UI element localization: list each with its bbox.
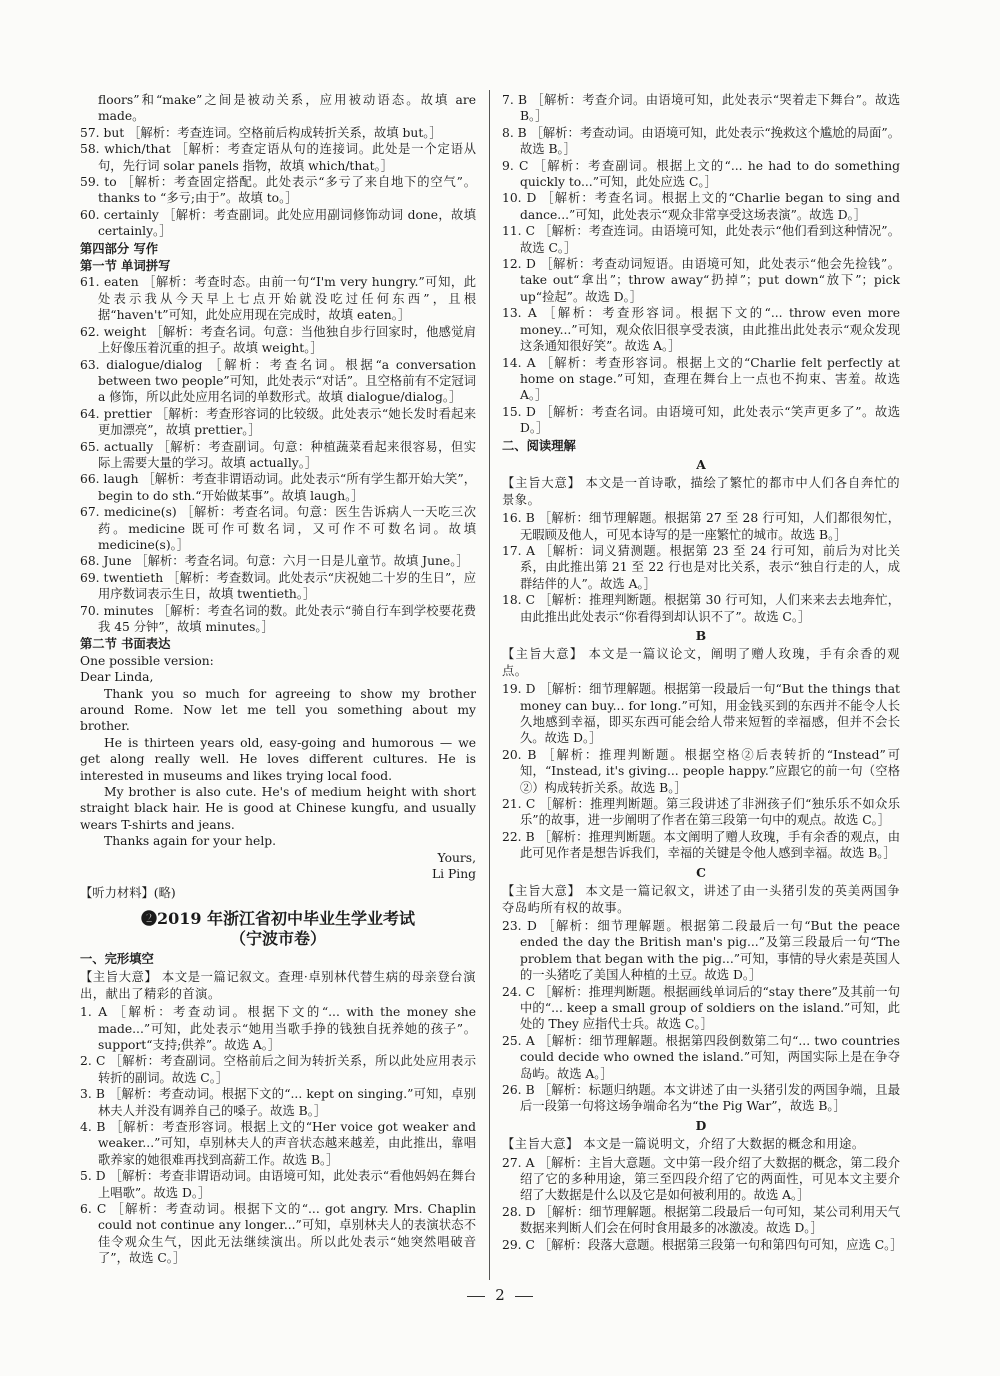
page-number	[0, 1286, 1000, 1304]
answer-60: 60. certainly ［解析：考查副词。此处应用副词修饰动词 done，故填 certainly。］	[80, 207, 476, 239]
section-heading-composition: 第二节 书面表达	[80, 636, 171, 652]
passage-label: D	[695, 1117, 707, 1133]
passage-label: A	[696, 456, 706, 472]
exam-title: ❷2019 年浙江省初中毕业生学业考试	[140, 908, 416, 928]
page-number-value: 2	[495, 1286, 505, 1304]
answer-67: 67. medicine(s) ［解析：考查名词。句意：医生告诉病人一天吃三次药。medicine 既可作可数名词，又可作不可数名词。故填 medicine(s)。］	[80, 505, 476, 552]
main-idea: 【主旨大意】 本文是一篇议论文，阐明了赠人玫瑰，手有余香的观点。	[502, 647, 900, 678]
answer-20: 20. B ［解析：推理判断题。根据空格②后表转折的“Instead”可知，“Instead, it's giving... people happy.”应跟它的前一句（空格②）构成转折关系。故选 B。］	[502, 747, 900, 795]
section-heading-cloze: 一、完形填空	[80, 950, 154, 966]
right-column	[502, 92, 903, 1253]
main-idea: 【主旨大意】 本文是一篇记叙文，讲述了由一头猪引发的英美两国争夺岛屿所有权的故事。	[502, 884, 900, 915]
answer-3: 3. B ［解析：考查动词。根据下文的“... kept on singing.”可知，卓别林夫人并没有调养自己的嗓子。故选 B。］	[80, 1087, 476, 1118]
answer-23: 23. D ［解析：细节理解题。根据第二段最后一句“But the peace ended the day the British man's pig...”及第三段最后一句“The problem that began with the pig...”可知，事情的导火索是英国人的一头猪吃了美国人种植的土豆。故选 D。］	[502, 918, 900, 983]
answer-17: 17. A ［解析：词义猜测题。根据第 23 至 24 行可知，前后为对比关系，由此推出第 21 至 22 行也是对比关系，表示“独自行走的人，成群结伴的人”。故选 A。］	[502, 543, 900, 591]
section-heading-spelling: 第一节 单词拼写	[80, 258, 171, 274]
model-essay	[80, 653, 476, 883]
answer-28: 28. D ［解析：细节理解题。根据第二段最后一句可知，某公司利用天气数据来判断人们会在何时食用最多的冰激凌。故选 D。］	[502, 1204, 900, 1236]
answer-62: 62. weight ［解析：考查名词。句意：当他独自步行回家时，他感觉肩上好像压着沉重的担子。故填 weight。］	[80, 324, 476, 356]
passage-label: C	[696, 864, 706, 880]
answer-70: 70. minutes ［解析：考查名词的数。此处表示“骑自行车到学校要花费我 45 分钟”，故填 minutes。］	[80, 603, 476, 634]
answer-6: 6. C ［解析：考查动词。根据下文的“... got angry. Mrs. Chaplin could not continue any longer...”可知，卓别林夫人的表演状态不佳令观众生气，因此无法继续演出。所以此处表示“她突然唱破音了”，故选 C。］	[80, 1202, 476, 1266]
answer-24: 24. C ［解析：推理判断题。根据画线单词后的“stay there”及其前一句中的“... keep a small group of soldiers on the island.”可知，此处的 They 应指代士兵。故选 C。］	[502, 984, 900, 1032]
page-number-dash	[515, 1296, 533, 1297]
answer-58: 58. which/that ［解析：考查定语从句的连接词。此处是一个定语从句，先行词 solar panels 指物，故填 which/that。］	[80, 142, 476, 173]
passage-label: B	[695, 628, 707, 643]
answer-14: 14. A ［解析：考查形容词。根据上文的“Charlie felt perfectly at home on stage.”可知，查理在舞台上一点也不拘束、害羞。故选 A。］	[502, 355, 900, 403]
answer-65: 65. actually ［解析：考查副词。句意：种植蔬菜看起来很容易，但实际上需要大量的学习。故填 actually。］	[80, 439, 476, 470]
essay-intro: One possible version:	[80, 653, 214, 668]
answer-26: 26. B ［解析：标题归纳题。本文讲述了由一头猪引发的两国争端，且最后一段第一句将这场争端命名为“the Pig War”，故选 B。］	[502, 1082, 900, 1114]
essay-paragraph: He is thirteen years old, easy-going and humorous — we get along really well. He loves different cultures. He is interested in museums and likes trying local food.	[80, 735, 476, 783]
answer-19: 19. D ［解析：细节理解题。根据第一段最后一句“But the things that money can buy... for long.”可知，用金钱买到的东西并不能令人长久地感到幸福，即买东西可能会给人带来短暂的幸福感，但并不会长久。故选 D。］	[502, 682, 900, 746]
answer-4: 4. B ［解析：考查形容词。根据上文的“Her voice got weaker and weaker...”可知，卓别林夫人的声音状态越来越差，由此推出，靠唱歌养家的她很难再找到高薪工作。故选 B。］	[80, 1119, 476, 1167]
section-heading-reading: 二、阅读理解	[502, 437, 576, 453]
main-idea: 【主旨大意】 本文是一篇记叙文。查理·卓别林代替生病的母亲登台演出，献出了精彩的首演。	[80, 970, 476, 1001]
answer-12: 12. D ［解析：考查动词短语。由语境可知，此处表示“他会先捡钱”。take out“拿出”；throw away“扔掉”；put down“放下”；pick up“捡起”。故选 D。］	[502, 257, 900, 304]
answer-16: 16. B ［解析：细节理解题。根据第 27 至 28 行可知，人们都很匆忙，无暇顾及他人，可见本诗写的是一座繁忙的城市。故选 B。］	[502, 511, 900, 542]
answer-18: 18. C ［解析：推理判断题。根据第 30 行可知，人们来来去去地奔忙，由此推出此处表示“你看得到却认识不了”。故选 C。］	[502, 593, 900, 624]
answer-8: 8. B ［解析：考查动词。由语境可知，此处表示“挽救这个尴尬的局面”。故选 B。］	[502, 125, 900, 157]
answer-10: 10. D ［解析：考查名词。根据上文的“Charlie began to sing and dance...”可知，此处表示“观众非常享受这场表演”。故选 D。］	[502, 191, 900, 222]
column-divider	[489, 90, 490, 1280]
answer-25: 25. A ［解析：细节理解题。根据第四段倒数第二句“... two countries could decide who owned the island.”可知，两国实际上是在争夺岛屿。故选 A。］	[502, 1033, 900, 1081]
answer-66: 66. laugh ［解析：考查非谓语动词。此处表示“所有学生都开始大笑”，begin to do sth.“开始做某事”。故填 laugh。］	[80, 472, 476, 503]
essay-paragraph: My brother is also cute. He's of medium height with short straight black hair. He is good at Chinese kungfu, and usually wears T-shirts and jeans.	[80, 785, 476, 832]
answer-69: 69. twentieth ［解析：考查数词。此处表示“庆祝她二十岁的生日”，应用序数词表示生日，故填 twentieth。］	[80, 570, 476, 602]
essay-closing: Yours,	[437, 850, 476, 865]
essay-paragraph: Thanks again for your help.	[104, 834, 277, 849]
page-number-dash	[467, 1296, 485, 1297]
essay-paragraph: Thank you so much for agreeing to show my brother around Rome. Now let me tell you something about my brother.	[80, 686, 476, 734]
answer-1: 1. A ［解析：考查动词。根据下文的“... with the money she made...”可知，此处表示“她用当歌手挣的钱独自抚养她的孩子”。support“支持;供养”。故选 A。］	[80, 1005, 476, 1052]
answer-5: 5. D ［解析：考查非谓语动词。由语境可知，此处表示“看他妈妈在舞台上唱歌”。故选 D。］	[80, 1169, 476, 1200]
main-idea: 【主旨大意】 本文是一首诗歌，描绘了繁忙的都市中人们各自奔忙的景象。	[502, 476, 900, 507]
answer-2: 2. C ［解析：考查副词。空格前后之间为转折关系，所以此处应用表示转折的副词。故选 C。］	[80, 1054, 476, 1085]
answer-27: 27. A ［解析：主旨大意题。文中第一段介绍了大数据的概念，第二段介绍了它的多种用途，第三至四段介绍了它的两面性，可见本文主要介绍了大数据是什么以及它是如何被利用的。故选 A。］	[502, 1155, 900, 1203]
exam-subtitle: （宁波市卷）	[229, 928, 326, 948]
answer-9: 9. C ［解析：考查副词。根据上文的“... he had to do something quickly to...”可知，此处应选 C。］	[502, 158, 900, 190]
left-column	[80, 92, 476, 1267]
answer-68: 68. June ［解析：考查名词。句意：六月一日是儿童节。故填 June。］	[80, 554, 469, 569]
answer-59: 59. to ［解析：考查固定搭配。此处表示“多亏了来自地下的空气”。thanks to “多亏;由于”。故填 to。］	[80, 175, 476, 206]
main-idea: 【主旨大意】 本文是一篇说明文，介绍了大数据的概念和用途。	[502, 1137, 865, 1152]
answer-63: 63. dialogue/dialog ［解析：考查名词。根据“a conversation between two people”可知，此处表示“对话”。且空格前有不定冠词 a 修饰，所以此处应用名词的单数形式。故填 dialogue/dialog。］	[80, 357, 476, 405]
answer-22: 22. B ［解析：推理判断题。本文阐明了赠人玫瑰，手有余香的观点，由此可见作者是想告诉我们，幸福的关键是令他人感到幸福。故选 B。］	[502, 829, 900, 861]
answer-21: 21. C ［解析：推理判断题。第三段讲述了非洲孩子们“独乐乐不如众乐乐”的故事，进一步阐明了作者在第三段第一句中的观点。故选 C。］	[502, 797, 900, 828]
essay-signature: Li Ping	[431, 867, 476, 882]
answer-15: 15. D ［解析：考查名词。由语境可知，此处表示“笑声更多了”。故选 D。］	[502, 404, 900, 436]
essay-salutation: Dear Linda,	[80, 670, 154, 685]
answer-29: 29. C ［解析：段落大意题。根据第三段第一句和第四句可知，应选 C。］	[502, 1237, 903, 1252]
answer-64: 64. prettier ［解析：考查形容词的比较级。此处表示“她长发时看起来更加漂亮”，故填 prettier。］	[80, 406, 476, 438]
answer-11: 11. C ［解析：考查连词。由语境可知，此处表示“他们看到这种情况”。故选 C。］	[502, 224, 900, 255]
section-heading-writing: 第四部分 写作	[80, 240, 159, 256]
answer-57: 57. but ［解析：考查连词。空格前后构成转折关系，故填 but。］	[80, 125, 442, 140]
answer-7: 7. B ［解析：考查介词。由语境可知，此处表示“哭着走下舞台”。故选 B。］	[502, 93, 900, 124]
listening-note: 【听力材料】(略)	[80, 885, 176, 900]
answer-continuation: floors”和“make”之间是被动关系，应用被动语态。故填 are made。	[98, 93, 476, 124]
answer-61: 61. eaten ［解析：考查时态。由前一句“I'm very hungry.”可知，此处表示我从今天早上七点开始就没吃过任何东西”，且根据“haven't”可知，此处应用现在完成时，故填 eaten。］	[80, 275, 476, 323]
answer-13: 13. A ［解析：考查形容词。根据下文的“... throw even more money...”可知，观众依旧很享受表演，由此推出此处表示“观众发现这条通知很好笑”。故选 A。］	[502, 306, 900, 354]
